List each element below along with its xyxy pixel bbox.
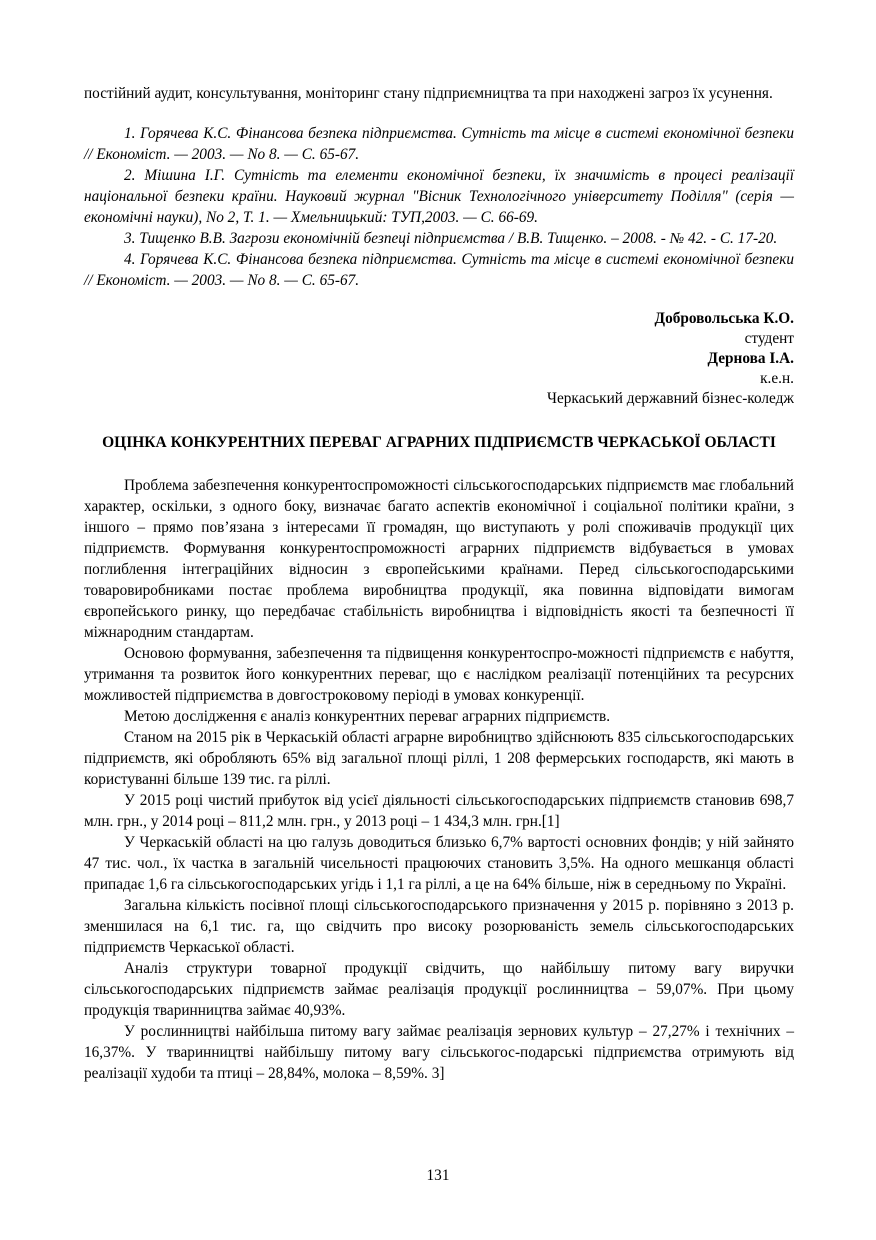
body-paragraph: Аналіз структури товарної продукції свідчить, що найбільшу питому вагу виручки сільськогосподарських підприємств займає реалізація продукції рослинництва – 59,07%. При цьому продукція тваринництва займає 40,93%. [84, 960, 794, 1019]
page-number: 131 [426, 1167, 450, 1184]
body-paragraph: У 2015 році чистий прибуток від усієї діяльності сільськогосподарських підприємств становив 698,7 млн. грн., у 2014 році – 811,2 млн. грн., у 2013 році – 1 434,3 млн. грн.[1] [84, 792, 794, 830]
page-content [84, 83, 794, 1084]
body-paragraph: У Черкаській області на цю галузь доводиться близько 6,7% вартості основних фондів; у ній зайнято 47 тис. чол., їх частка в загальній чисельності працюючих становить 3,5%. На одного мешканця області припадає 1,6 га сільськогосподарських угідь і 1,1 га ріллі, а це на 64% більше, ніж в середньому по Україні. [84, 834, 794, 893]
body-paragraph: Загальна кількість посівної площі сільськогосподарського призначення у 2015 р. порівняно з 2013 р. зменшилася на 6,1 тис. га, що свідчить про високу розорюваність земель сільськогосподарських підприємств Черкаської області. [84, 897, 794, 956]
author-role: к.е.н. [760, 370, 794, 387]
body-paragraph: Метою дослідження є аналіз конкурентних переваг аграрних підприємств. [124, 708, 611, 725]
article-body [84, 475, 794, 1084]
reference-item: 2. Мішина І.Г. Сутність та елементи економічної безпеки, їх значимість в процесі реалізації національної безпеки країни. Науковий журнал "Вісник Технологічного університету Поділля" (серія — економічні науки), No 2, Т. 1. — Хмельницький: ТУП,2003. — С. 66-69. [84, 167, 794, 226]
references-list [84, 123, 794, 291]
author-name: Дернова І.А. [707, 350, 794, 367]
institution: Черкаський державний бізнес-коледж [547, 390, 794, 407]
intro-paragraph: постійний аудит, консультування, моніторинг стану підприємництва та при находжені загроз їх усунення. [84, 85, 773, 102]
author-role: студент [744, 330, 794, 347]
reference-item: 1. Горячева К.С. Фінансова безпека підприємства. Сутність та місце в системі економічної безпеки // Економіст. — 2003. — No 8. — С. 65-67. [84, 125, 794, 163]
body-paragraph: Основою формування, забезпечення та підвищення конкурентоспро-можності підприємств є набуття, утримання та розвиток його конкурентних переваг, що є наслідком реалізації потенційних та ресурсних можливостей підприємства в довгостроковому періоді в умовах конкуренції. [84, 645, 794, 704]
author-block [84, 309, 794, 409]
article-title: ОЦІНКА КОНКУРЕНТНИХ ПЕРЕВАГ АГРАРНИХ ПІДПРИЄМСТВ ЧЕРКАСЬКОЇ ОБЛАСТІ [102, 434, 776, 451]
reference-item: 3. Тищенко В.В. Загрози економічній безпеці підприємства / В.В. Тищенко. – 2008. - № 42. - С. 17-20. [124, 230, 778, 247]
reference-item: 4. Горячева К.С. Фінансова безпека підприємства. Сутність та місце в системі економічної безпеки // Економіст. — 2003. — No 8. — С. 65-67. [84, 251, 794, 289]
author-name: Добровольська К.О. [654, 310, 794, 327]
body-paragraph: У рослинництві найбільша питому вагу займає реалізація зернових культур – 27,27% і технічних – 16,37%. У тваринництві найбільшу питому вагу сільськогос-подарські підприємства отримують від реалізації худоби та птиці – 28,84%, молока – 8,59%. 3] [84, 1023, 794, 1082]
body-paragraph: Станом на 2015 рік в Черкаській області аграрне виробництво здійснюють 835 сільськогосподарських підприємств, які обробляють 65% від загальної площі ріллі, 1 208 фермерських господарств, які мають в користуванні більше 139 тис. га ріллі. [84, 729, 794, 788]
body-paragraph: Проблема забезпечення конкурентоспроможності сільськогосподарських підприємств має глобальний характер, оскільки, з одного боку, визначає багато аспектів економічної і соціальної політики країни, з іншого – прямо пов’язана з інтересами її громадян, що виступають у ролі споживачів продукції цих підприємств. Формування конкурентоспроможності аграрних підприємств відбувається в умовах поглиблення інтеграційних відносин з європейськими країнами. Перед сільськогосподарськими товаровиробниками постає проблема виробництва продукції, яка повинна відповідати вимогам європейського ринку, що передбачає стабільність виробництва і відповідність якості та безпечності її міжнародним стандартам. [84, 477, 794, 641]
